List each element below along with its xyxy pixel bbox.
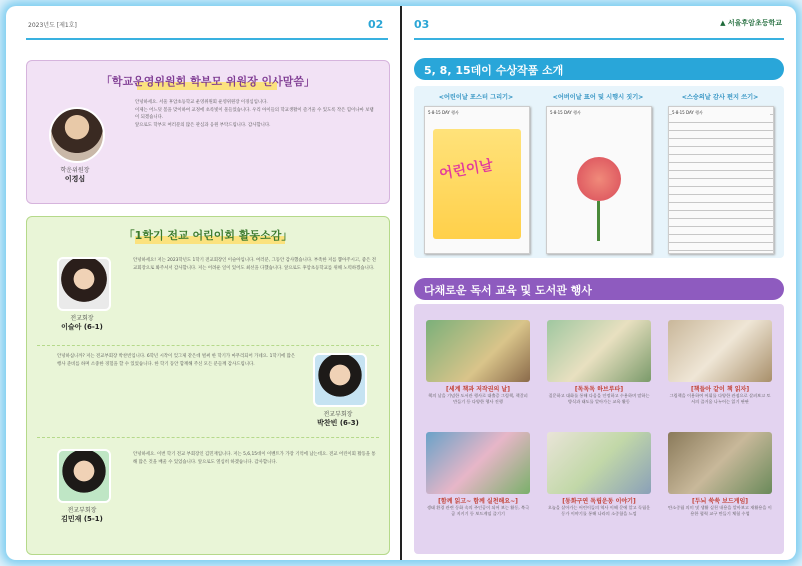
chair-caption	[40, 165, 110, 184]
greeting-paragraph: 안녕하세요. 서울 후암초등학교 운영위원회 운영위원장 이경심입니다.	[135, 100, 268, 105]
event-title: [세계 책과 저작권의 날]	[446, 386, 510, 393]
vp1-name: 박찬빈 (6-3)	[317, 419, 359, 427]
president-name: 이슬아 (6-1)	[61, 323, 103, 331]
event-desc: 탄소중립 의미 및 생활 실천 내용을 알아보고 재활용을 이용한 협력 교구 만들기 체험 수업	[668, 505, 772, 517]
event-photo	[668, 432, 772, 494]
vp2-caption	[47, 505, 117, 524]
event-item	[426, 432, 530, 518]
vp2-role: 전교부회장	[67, 507, 97, 514]
president-caption	[47, 313, 117, 332]
chair-name: 이경심	[64, 175, 86, 183]
vp2-name: 김민재 (5-1)	[61, 515, 103, 523]
page-number: 03	[414, 18, 430, 31]
chair-role: 학운위원장	[60, 167, 90, 174]
event-photo	[426, 320, 530, 382]
event-desc: 질문하고 대화를 통해 다음을 인정하고 수용하며 말하는 방식과 태도를 알아가는 교육 활동	[548, 393, 650, 405]
header-rule	[26, 38, 388, 40]
letter-artwork	[668, 106, 774, 254]
paper-heading: 5·8·15 DAY 행사	[428, 110, 459, 115]
vp1-role: 전교부회장	[323, 411, 353, 418]
greeting-paragraph: 앞으로도 학부모 여러분의 많은 관심과 응원 부탁드립니다. 감사합니다.	[135, 122, 271, 128]
committee-greeting-section	[26, 60, 390, 204]
school-logo-icon: ▲	[720, 19, 728, 27]
event-title: [책들아 같이 책 읽자]	[690, 386, 750, 393]
event-item	[668, 432, 772, 518]
section-title	[27, 73, 389, 89]
award-label: <어버이날 표어 및 시행시 짓기>	[552, 94, 644, 101]
school-name-text: 서울후암초등학교	[727, 19, 782, 27]
paper-heading: 5·8·15 DAY 행사	[550, 110, 581, 115]
header-rule	[414, 38, 784, 40]
award-label: <어린이날 포스터 그리기>	[438, 94, 514, 101]
awards-banner	[414, 58, 784, 80]
poster-drawing	[433, 129, 521, 239]
events-banner	[414, 278, 784, 300]
event-photo	[547, 320, 651, 382]
event-item	[547, 320, 651, 406]
events-panel	[414, 304, 784, 554]
newsletter-spread	[6, 6, 796, 560]
divider	[37, 345, 379, 346]
chair-photo	[49, 107, 105, 163]
award-item	[420, 92, 532, 183]
left-page	[6, 6, 400, 560]
event-photo	[426, 432, 530, 494]
event-title: [두뇌 쑥쑥 보드게임]	[691, 498, 749, 505]
event-desc: 그림책을 이용하여 어휘를 다양한 관점으로 살펴보고 토서의 즐거움 나누어는 읽기 판판	[669, 393, 771, 405]
paper-heading: 5·8·15 DAY 행사	[672, 110, 770, 116]
section-title-text: 「1학기 전교 어린이회 활동소감」	[123, 229, 293, 242]
vp1-text: 안녕하십니까? 저는 전교부회장 박찬빈입니다. 6학년 시작이 엊그제 같은데 벌써 한 학기가 마무리되어 가네요. 1학기에 많은 행사 준비를 하며 소중한 경험을 할 수 있었습니다. 한 학기 동안 함께해 주신 모든 분들께 감사드립니다.	[57, 354, 296, 367]
event-photo	[547, 432, 651, 494]
vp1-photo	[313, 353, 367, 407]
president-text: 안녕하세요! 저는 2023학년도 1학기 전교회장인 이슬아입니다. 여러분, 그동안 감사했습니다. 부족한 저를 뽑아주시고, 좋은 전교회장으로 봐주셔서 감사합니다. 저는 어려운 일이 있어도 최선을 다했습니다. 앞으로도 후암초등학교를 위해 노력하겠습니다.	[133, 258, 377, 271]
poster-artwork	[424, 106, 530, 254]
divider	[37, 437, 379, 438]
event-title: [함께 읽고~ 함께 실천해요~]	[438, 498, 518, 505]
president-role: 전교회장	[70, 315, 94, 322]
page-number: 02	[368, 18, 384, 31]
award-item	[664, 92, 776, 115]
flower-drawing	[577, 157, 621, 201]
event-item	[426, 320, 530, 406]
event-photo	[668, 320, 772, 382]
flower-stem	[597, 201, 600, 241]
vp2-text: 안녕하세요. 이번 학기 전교 부회장인 김민재입니다. 저는 5,6,15데이 이벤트가 가장 기억에 남는데요. 전교 어린이회 활동을 통해 많은 것을 배울 수 있었습니다. 앞으로도 열심히 하겠습니다. 감사합니다.	[133, 452, 376, 465]
events-banner-title: 다채로운 독서 교육 및 도서관 행사	[424, 284, 592, 297]
awards-panel	[414, 86, 784, 258]
award-item	[542, 92, 654, 115]
vp2-photo	[57, 449, 111, 503]
event-desc: 오늘을 살아가는 어린이들의 역사 이해 문에 알고 독립운동가 이야기를 통해 나라의 소중함을 느낌	[547, 505, 651, 517]
event-item	[668, 320, 772, 406]
greeting-paragraph: 이제는 어느덧 봄을 맞이하여 교정에 초록빛이 물들었습니다. 우리 아이들의 학교생활이 즐거울 수 있도록 작은 힘이나마 보탬이 되겠습니다.	[135, 107, 374, 121]
vp1-caption	[303, 409, 373, 428]
award-label: <스승의날 감사 편지 쓰기>	[681, 94, 759, 101]
event-title: [동화구연 독립운동 이야기]	[562, 498, 636, 505]
event-title: [독독독 하브루타]	[574, 386, 624, 393]
student-council-section	[26, 216, 390, 555]
event-item	[547, 432, 651, 518]
school-name	[720, 18, 782, 28]
slogan-artwork	[546, 106, 652, 254]
greeting-text	[135, 99, 375, 129]
section-title	[27, 227, 389, 243]
issue-header: 2023년도 [제1호]	[28, 22, 77, 29]
awards-banner-title: 5, 8, 15데이 수상작품 소개	[424, 64, 564, 77]
event-desc: 책의 날을 기념한 도서관 행사로 대출증 그림책, 책갈피 만들기 등 다양한 행사 진행	[428, 393, 528, 405]
president-photo	[57, 257, 111, 311]
right-page	[402, 6, 796, 560]
poster-art-text: 어린이날	[438, 157, 495, 183]
event-desc: 생태 환경 관련 동화 속의 주인공이 되어 보는 활동, 북극곰 지키기 등 보드게임 즐기기	[426, 505, 530, 517]
section-title-text: 「학교운영위원회 학부모 위원장 인사말씀」	[100, 75, 316, 88]
